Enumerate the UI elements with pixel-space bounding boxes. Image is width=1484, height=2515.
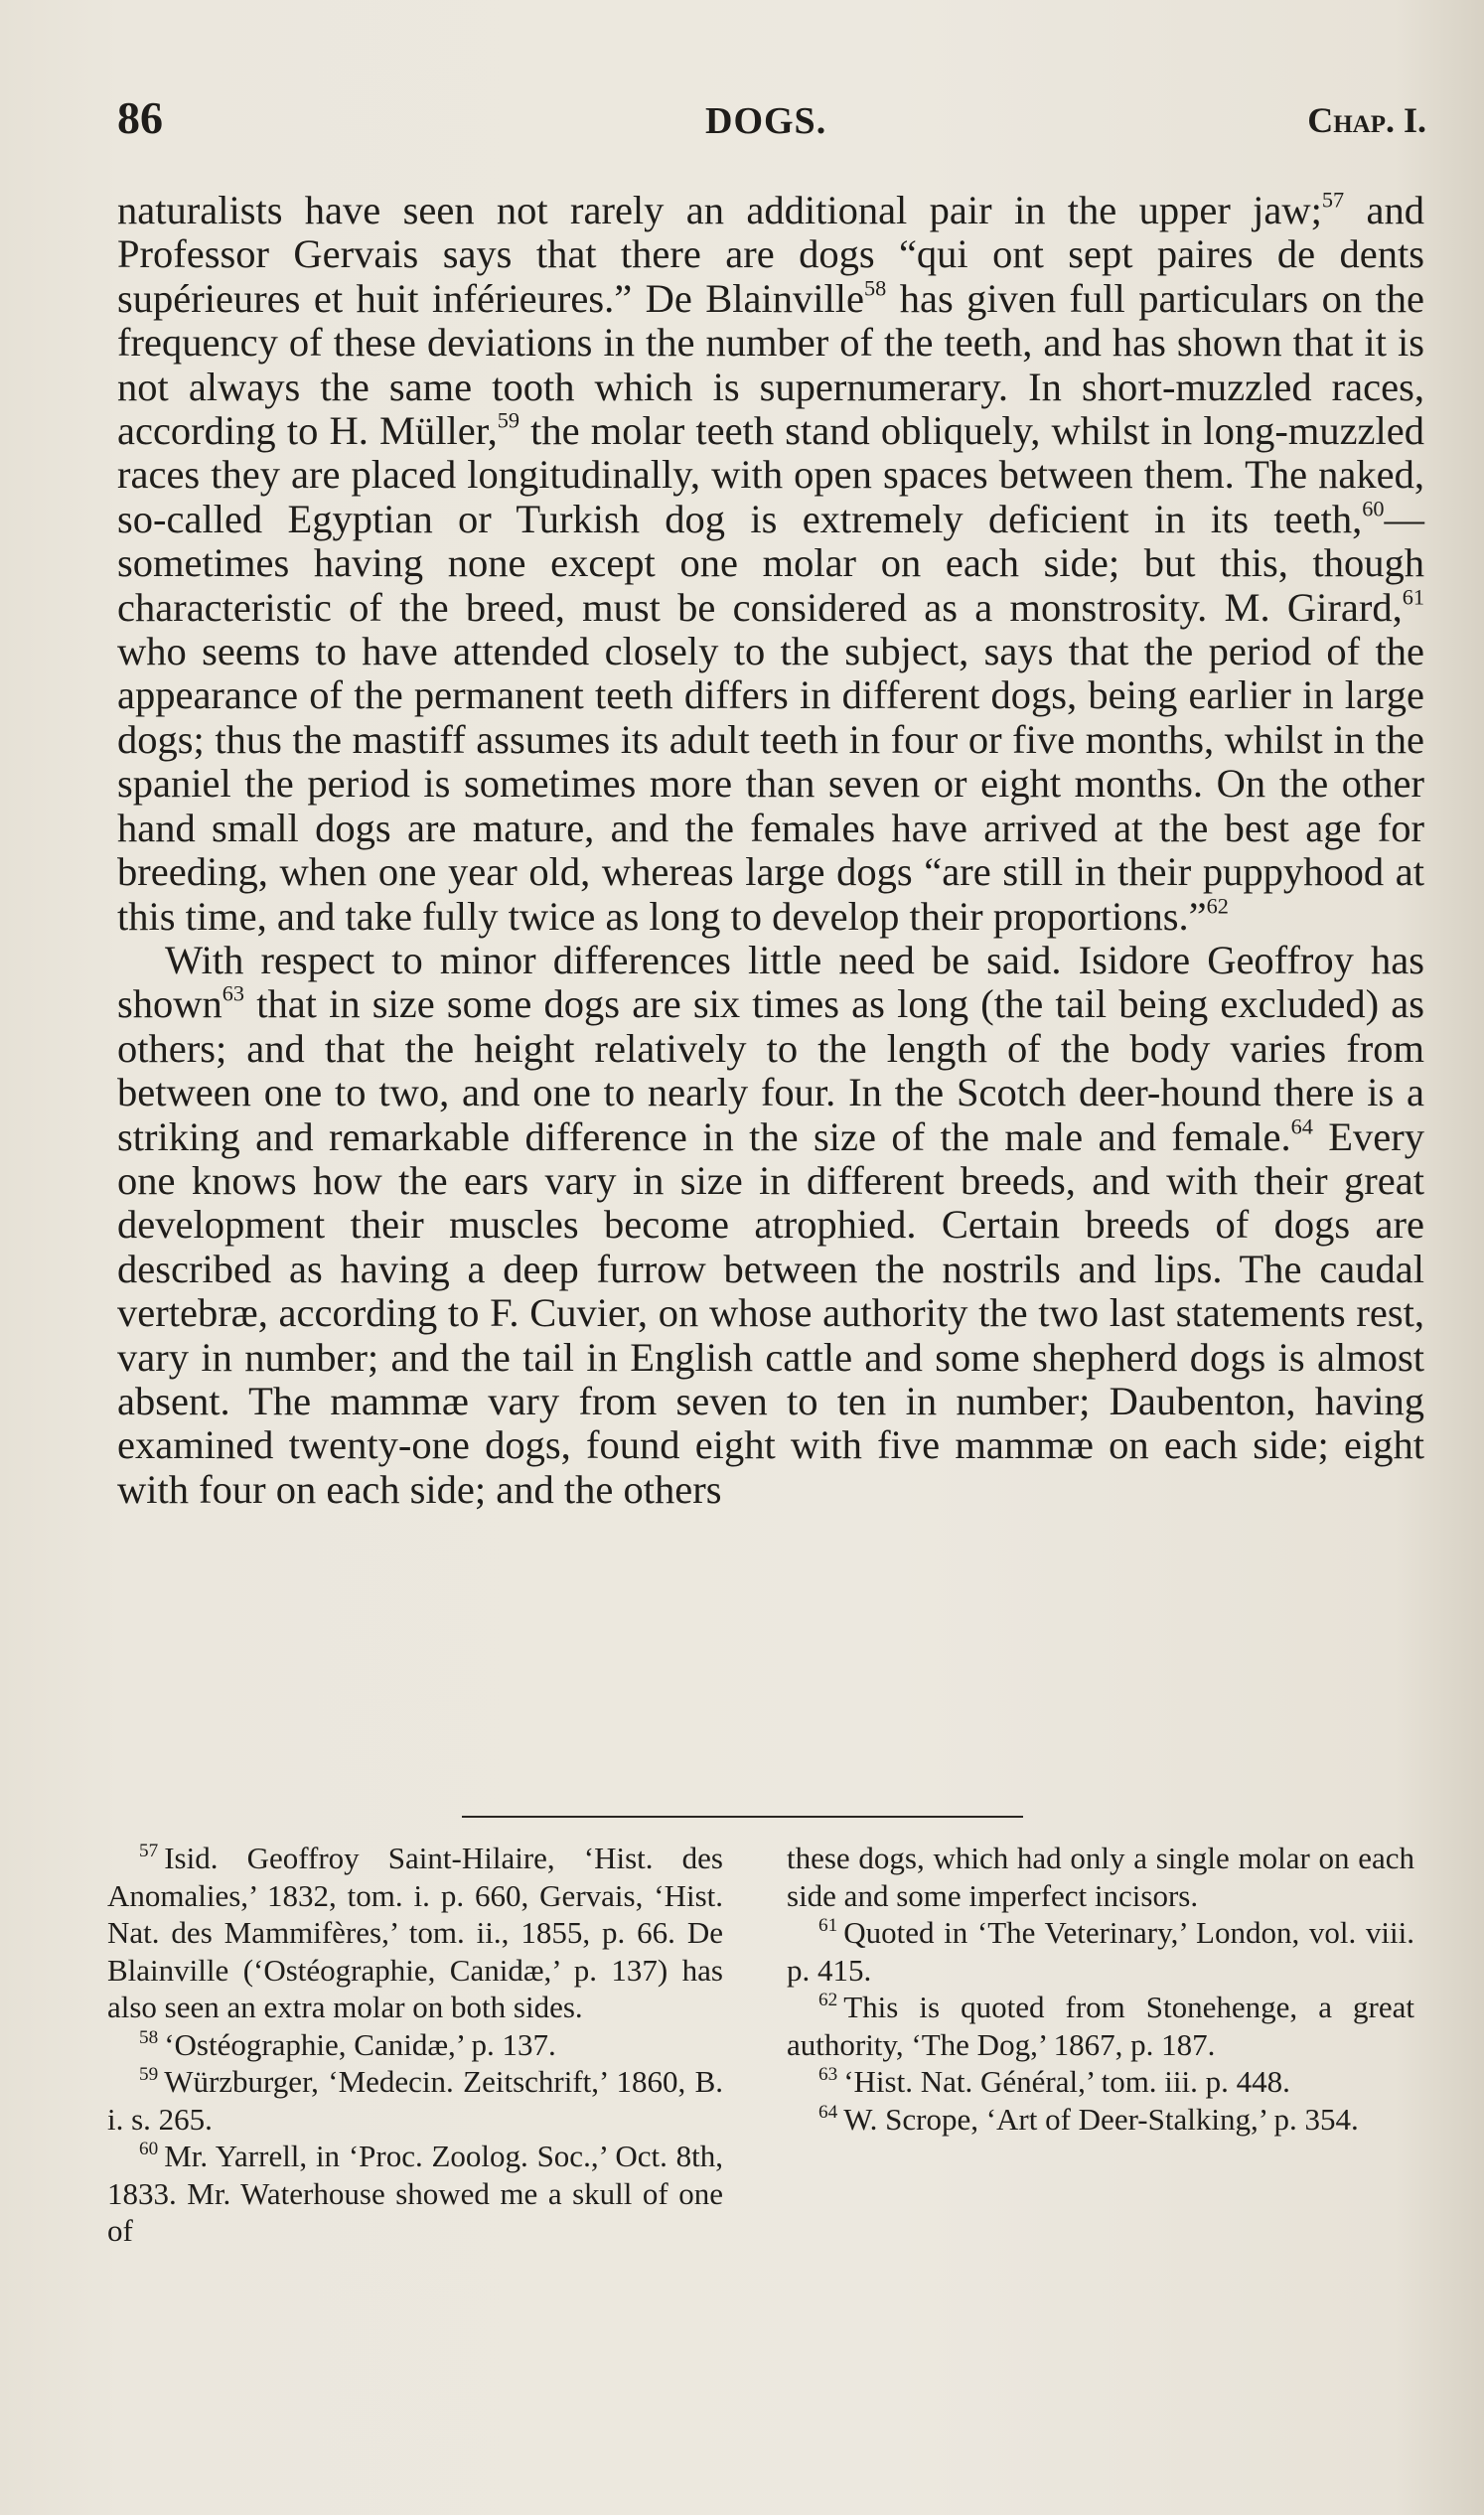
footnote-ref-62: 62 bbox=[1206, 892, 1229, 918]
footnote-62: $^{62}$ This is quoted from Stonehenge, a great authority, ‘The Dog,’ 1867, p. 187. bbox=[787, 1990, 1414, 2062]
page-header bbox=[117, 91, 1438, 151]
footnote-60: $^{60}$ Mr. Yarrell, in ‘Proc. Zoolog. Soc.,’ Oct. 8th, 1833. Mr. Waterhouse showed me a skull of one of bbox=[107, 2139, 723, 2248]
page-number: 86 bbox=[117, 92, 163, 143]
footnote-ref-58: 58 bbox=[864, 275, 887, 301]
paragraph-2: With respect to minor differences little need be said. Isidore Geoffroy has shown$^{63}$ that in size some dogs are six times as long (the tail being excluded) as others; and that the height relatively to the length of the body varies from between one to two, and one to nearly four. In the Scotch deer-hound there is a striking and remarkable difference in the size of the male and female.$^{64}$ Every one knows how the ears vary in size in different breeds, and with their great development their muscles become atrophied. Certain breeds of dogs are described as having a deep furrow between the nostrils and lips. The caudal vertebræ, according to F. Cuvier, on whose authority the two last statements rest, vary in number; and the tail in English cattle and some shepherd dogs is almost absent. The mammæ vary from seven to ten in number; Daubenton, having examined twenty-one dogs, found eight with five mammæ on each side; eight with four on each side; and the others bbox=[117, 937, 1424, 1512]
footnote-divider bbox=[462, 1816, 1023, 1818]
footnote-59: $^{59}$ Würzburger, ‘Medecin. Zeitschrift,’ 1860, B. i. s. 265. bbox=[107, 2064, 723, 2137]
footnote-ref-61: 61 bbox=[1402, 583, 1424, 609]
footnote-ref-60: 60 bbox=[1362, 496, 1385, 521]
footnote-ref-63: 63 bbox=[222, 980, 245, 1006]
footnote-58: $^{58}$ ‘Ostéographie, Canidæ,’ p. 137. bbox=[139, 2026, 556, 2062]
footnote-61: $^{61}$ Quoted in ‘The Veterinary,’ London, vol. viii. p. 415. bbox=[787, 1915, 1414, 1988]
footnotes-right-column bbox=[787, 1840, 1414, 2138]
footnote-57: $^{57}$ Isid. Geoffroy Saint-Hilaire, ‘Hist. des Anomalies,’ 1832, tom. i. p. 660, Gervais, ‘Hist. Nat. des Mammifères,’ tom. ii., 1855, p. 66. De Blainville (‘Ostéographie, Canidæ,’ p. 137) has also seen an extra molar on both sides. bbox=[107, 1841, 723, 2024]
footnote-ref-64: 64 bbox=[1290, 1112, 1313, 1138]
footnote-ref-57: 57 bbox=[1321, 187, 1345, 213]
body-text bbox=[117, 189, 1424, 1512]
footnote-63: $^{63}$ ‘Hist. Nat. Général,’ tom. iii. p. 448. bbox=[818, 2064, 1290, 2099]
running-title: DOGS. bbox=[705, 100, 827, 142]
footnote-64: $^{64}$ W. Scrope, ‘Art of Deer-Stalking,’ p. 354. bbox=[818, 2101, 1359, 2137]
footnotes-left-column bbox=[107, 1840, 723, 2250]
footnote-ref-59: 59 bbox=[497, 407, 519, 433]
footnote-60-continued: these dogs, which had only a single molar on each side and some imperfect incisors. bbox=[787, 1841, 1414, 1913]
chapter-label: Chap. I. bbox=[1307, 100, 1426, 140]
paragraph-1: naturalists have seen not rarely an additional pair in the upper jaw;$^{57}$ and Professor Gervais says that there are dogs “qui ont sept paires de dents supérieures et huit inférieures.” De Blainville$^{58}$ has given full particulars on the frequency of these deviations in the number of the teeth, and has shown that it is not always the same tooth which is supernumerary. In short-muzzled races, according to H. Müller,$^{59}$ the molar teeth stand obliquely, whilst in long-muzzled races they are placed longitudinally, with open spaces between them. The naked, so-called Egyptian or Turkish dog is extremely deficient in its teeth,$^{60}$—sometimes having none except one molar on each side; but this, though characteristic of the breed, must be considered as a monstrosity. M. Girard,$^{61}$ who seems to have attended closely to the subject, says that the period of the appearance of the permanent teeth differs in different dogs, being earlier in large dogs; thus the mastiff assumes its adult teeth in four or five months, whilst in the spaniel the period is sometimes more than seven or eight months. On the other hand small dogs are mature, and the females have arrived at the best age for breeding, when one year old, whereas large dogs “are still in their puppyhood at this time, and take fully twice as long to develop their proportions.”$^{62}$ bbox=[117, 187, 1424, 939]
